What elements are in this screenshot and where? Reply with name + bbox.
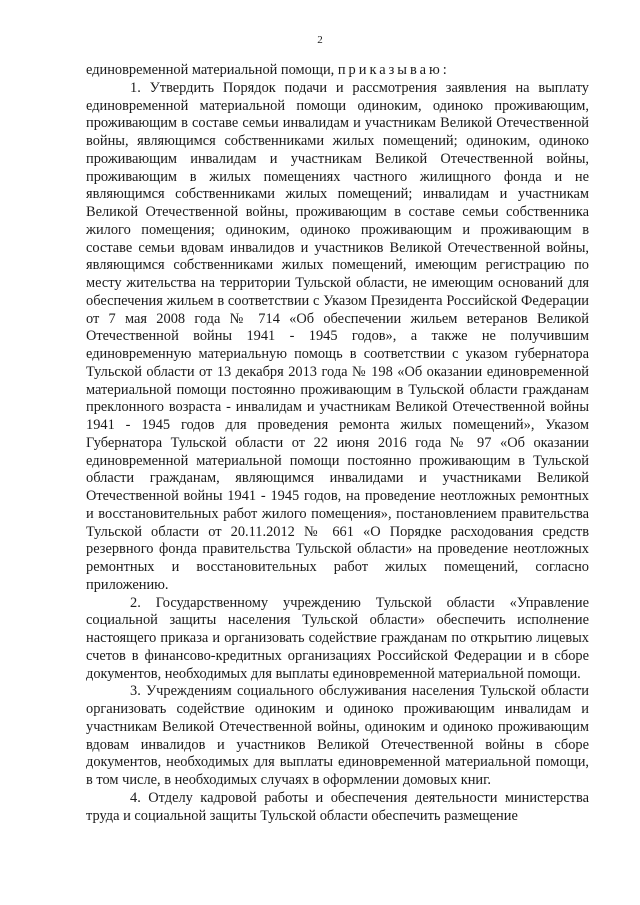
paragraph-1: 1. Утвердить Порядок подачи и рассмотрения заявления на выплату единовременной материальной помощи одиноким, одиноко проживающим, проживающим в составе семьи инвалидам и участникам Великой Отечественной войны, являющимся собственниками жилых помещений; одиноким, одиноко проживающим инвалидам и участникам Великой Отечественной войны, проживающим в жилых помещениях частного жилищного фонда и не являющимся собственниками жилых помещений; инвалидам и участникам Великой Отечественной войны, проживающим в составе семьи собственника жилого помещения; одиноким, одиноко проживающим и проживающим в составе семьи вдовам инвалидов и участников Великой Отечественной войны, являющимся собственниками жилых помещений, имеющим регистрацию по месту жительства на территории Тульской области, не имеющим оснований для обеспечения жильем в соответствии с Указом Президента Российской Федерации от 7 мая 2008 года № 714 «Об обеспечении жильем ветеранов Великой Отечественной войны 1941 - 1945 годов», а также не получившим единовременную материальную помощь в соответствии с указом губернатора Тульской области от 13 декабря 2013 года № 198 «Об оказании единовременной материальной помощи постоянно проживающим в Тульской области гражданам преклонного возраста - инвалидам и участникам Великой Отечественной войны 1941 - 1945 годов для проведения ремонта жилых помещений», Указом Губернатора Тульской области от 22 июня 2016 года № 97 «Об оказании единовременной материальной помощи постоянно проживающим в Тульской области гражданам, являющимся инвалидами и участниками Великой Отечественной войны 1941 - 1945 годов, на проведение неотложных ремонтных и восстановительных работ жилого помещения», постановлением правительства Тульской области от 20.11.2012 № 661 «О Порядке расходования средств резервного фонда правительства Тульской области» на проведение неотложных ремонтных и восстановительных работ жилых помещений, согласно приложению. [86, 79, 589, 593]
order-word: приказываю: [337, 62, 450, 78]
document-body [86, 62, 589, 825]
lead-line-text: единовременной материальной помощи, [86, 62, 335, 78]
paragraph-3: 3. Учреждениям социального обслуживания населения Тульской области организовать содействие одиноким и одиноко проживающим инвалидам и участникам Великой Отечественной войны, одиноким и одиноко проживающим вдовам инвалидов и участников Великой Отечественной войны в сборе документов, необходимых для выплаты единовременной материальной помощи, в том числе, в необходимых случаях в оформлении домовых книг. [86, 683, 589, 788]
paragraph-4: 4. Отделу кадровой работы и обеспечения деятельности министерства труда и социальной защиты Тульской области обеспечить размещение [86, 789, 589, 824]
page-number: 2 [317, 34, 323, 46]
lead-line [86, 62, 589, 80]
paragraph-2: 2. Государственному учреждению Тульской области «Управление социальной защиты населения Тульской области» обеспечить исполнение настоящего приказа и организовать содействие гражданам по открытию лицевых счетов в финансово-кредитных организациях Российской Федерации и в сборе документов, необходимых для выплаты единовременной материальной помощи. [86, 594, 589, 682]
